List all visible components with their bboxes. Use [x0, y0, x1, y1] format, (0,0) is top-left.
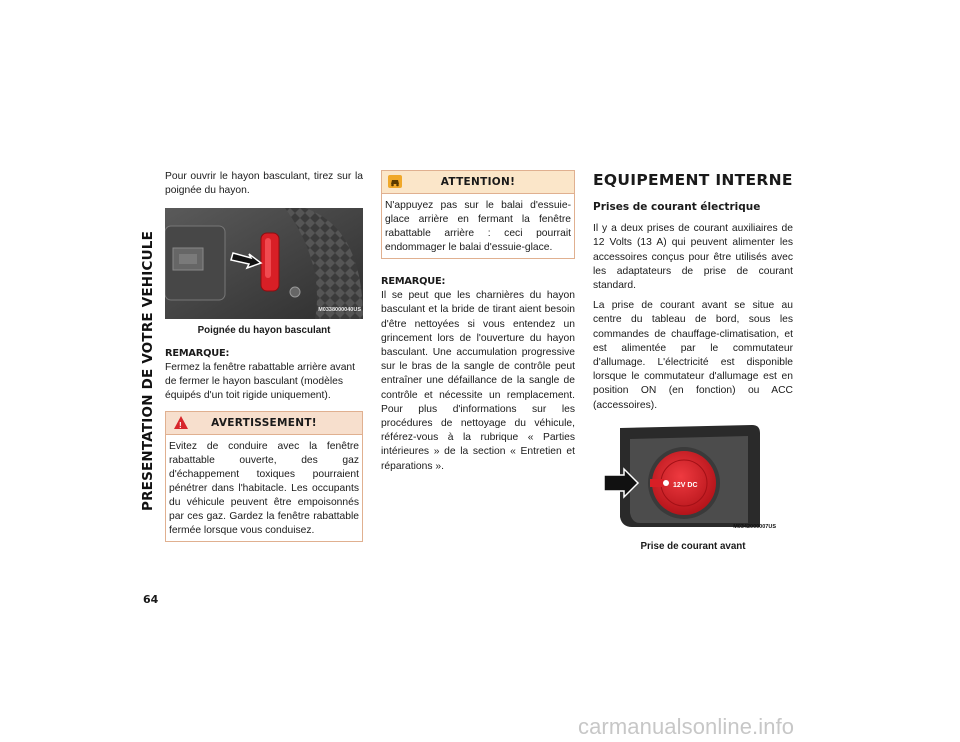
chapter-sidebar	[138, 170, 158, 572]
paragraph-2: La prise de courant avant se situe au centre du tableau de bord, sous les commandes de chauffage-climatisation, et est alimentée par le commutateur d'allumage. L'électricité est disponible lorsque le commutateur d'allumage est en position ON (en fonction) ou ACC (accessoires).	[593, 300, 793, 411]
column-3	[593, 170, 793, 562]
paragraph-1: Il y a deux prises de courant auxiliaires de 12 Volts (13 A) qui peuvent alimenter les accessoires conçus pour être utilisés avec les adaptateurs de prise de courant standard.	[593, 223, 793, 292]
warning-box	[165, 411, 363, 542]
power-outlet-figure	[602, 423, 778, 535]
figure-caption: Poignée du hayon basculant	[197, 325, 331, 337]
warning-header	[166, 412, 362, 435]
tailgate-handle-figure	[165, 208, 363, 319]
intro-paragraph: Pour ouvrir le hayon basculant, tirez sur la poignée du hayon.	[165, 171, 363, 197]
page-number: 64	[143, 593, 159, 606]
warning-text: Evitez de conduire avec la fenêtre rabattable ouverte, des gaz d'échappement toxiques pourraient pénétrer dans l'habitacle. Les occupants du véhicule peuvent être empoisonnés par ces gaz. Gardez la fenêtre rabattable fermée lorsque vous conduisez.	[169, 441, 359, 537]
warning-body	[166, 435, 362, 541]
watermark: carmanualsonline.info	[578, 714, 795, 739]
subsection-title: Prises de courant électrique	[593, 201, 761, 213]
column-2	[381, 170, 575, 480]
section-title: EQUIPEMENT INTERNE	[593, 171, 793, 189]
outlet-label: 12V DC	[673, 481, 698, 489]
attention-title: ATTENTION!	[440, 176, 516, 188]
chapter-title: PRESENTATION DE VOTRE VEHICULE	[140, 230, 156, 512]
column-1	[165, 170, 363, 542]
figure-caption: Prise de courant avant	[640, 540, 746, 552]
attention-body	[382, 194, 574, 258]
warning-title: AVERTISSEMENT!	[211, 417, 317, 430]
note-label: REMARQUE:	[165, 347, 230, 359]
note-paragraph: Il se peut que les charnières du hayon basculant et la bride de tirant aient besoin d'être nettoyées si vous entendez un grincement lors de l'ouverture du hayon basculant. Une accumulation progressive sur le bras de la sangle de contrôle peut entraîner une défaillance de la sangle de contrôle et nécessite un remplacement. Pour plus d'informations sur les procédures de nettoyage du véhicule, référez-vous à la rubrique « Parties intérieures » de la section « Entretien et réparations ».	[381, 290, 575, 472]
attention-text: N'appuyez pas sur le balai d'essuie-glace arrière en fermant la fenêtre rabattable arrière : ceci pourrait endommager le balai d'essuie-glace.	[385, 200, 571, 253]
note-paragraph: Fermez la fenêtre rabattable arrière avant de fermer le hayon basculant (modèles équipés d'un toit rigide uniquement).	[165, 361, 356, 402]
attention-header	[382, 171, 574, 194]
note-label: REMARQUE:	[381, 276, 446, 287]
attention-box	[381, 170, 575, 259]
figure-code: M0342000007US	[733, 523, 776, 530]
warning-triangle-icon: !	[174, 416, 188, 429]
figure-code: M0338000040US	[318, 307, 361, 314]
